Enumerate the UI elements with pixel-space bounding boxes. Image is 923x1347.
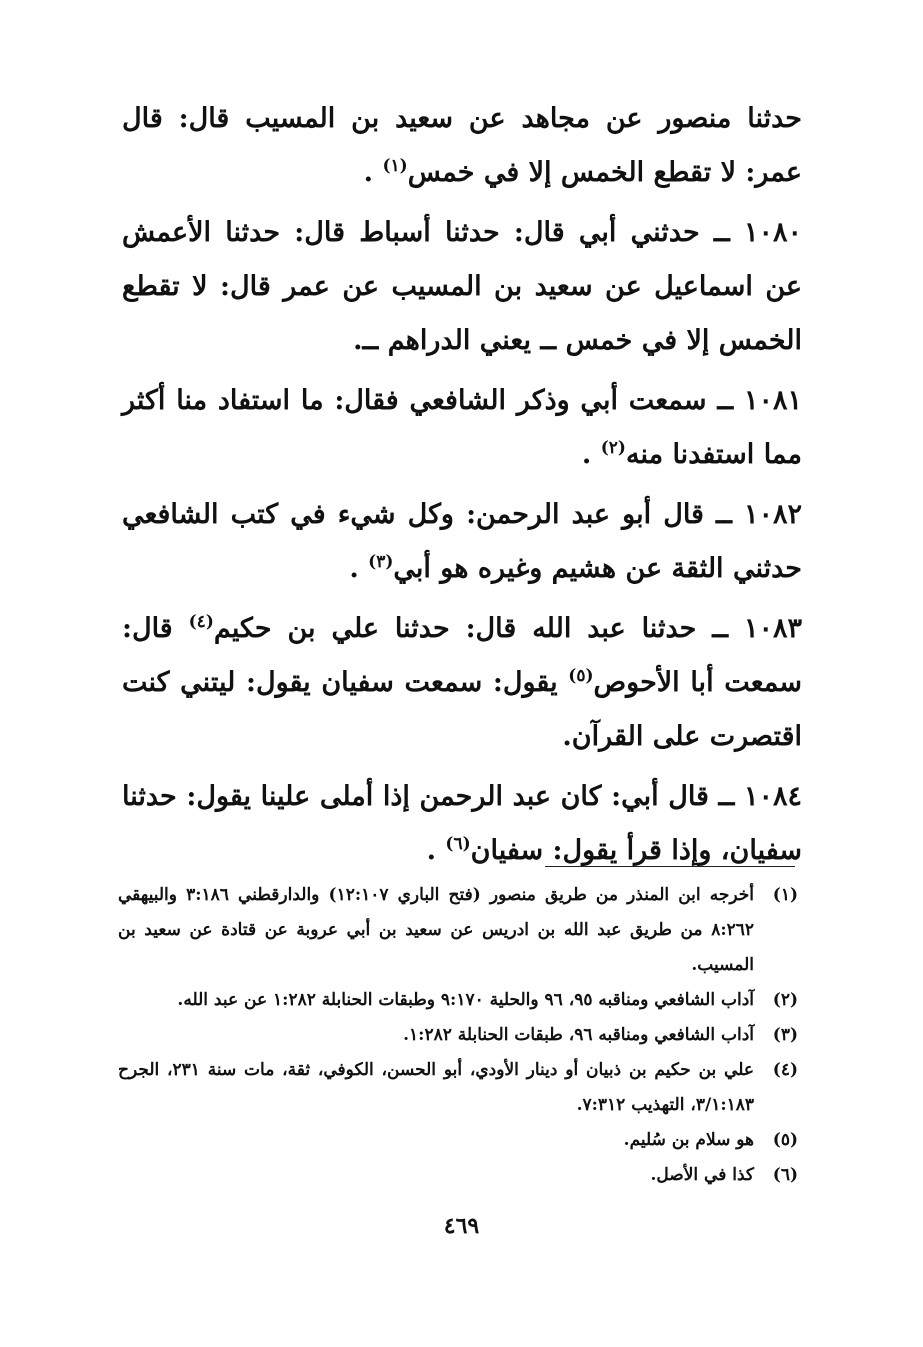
footnote-mark: (٦) — [772, 1165, 798, 1185]
paragraph-end: . — [363, 157, 374, 188]
footnote-text: كذا في الأصل. — [650, 1165, 754, 1185]
footnote-divider — [545, 866, 795, 867]
footnote-item — [118, 1053, 798, 1123]
paragraph-1084 — [122, 770, 802, 878]
paragraph-end: . — [426, 835, 436, 866]
paragraph-text: ١٠٨٢ ــ قال أبو عبد الرحمن: وكل شيء في كتب الشافعي حدثني الثقة عن هشيم وغيره هو أبي — [122, 499, 802, 584]
footnote-text: هو سلام بن سُليم. — [623, 1130, 754, 1150]
paragraph-text: يقول: سمعت سفيان يقول: ليتني كنت اقتصرت على القرآن. — [122, 667, 802, 752]
footnote-mark: (٣) — [772, 1025, 798, 1045]
paragraph-continuation — [122, 92, 802, 200]
footnote-ref[interactable]: (٣) — [368, 552, 394, 572]
paragraph-text: حدثنا منصور عن مجاهد عن سعيد بن المسيب قال: قال عمر: لا تقطع الخمس إلا في خمس — [122, 103, 802, 188]
footnote-text: أخرجه ابن المنذر من طريق منصور (فتح الباري ١٢:١٠٧) والدارقطني ٣:١٨٦ والبيهقي ٨:٢٦٢ من طريق عبد الله بن ادريس عن سعيد بن أبي عروبة عن قتادة عن سعيد بن المسيب. — [118, 885, 754, 975]
paragraph-1080 — [122, 206, 802, 368]
footnote-text: علي بن حكيم بن ذبيان أو دينار الأودي، أبو الحسن، الكوفي، ثقة، مات سنة ٢٣١، الجرح ٣/١:١٨٣، التهذيب ٧:٣١٢. — [118, 1060, 754, 1115]
footnote-ref[interactable]: (٦) — [445, 834, 471, 854]
footnote-item — [118, 1123, 798, 1158]
footnote-item — [118, 1158, 798, 1193]
footnote-item — [118, 1018, 798, 1053]
main-text — [122, 92, 802, 884]
paragraph-text: ١٠٨١ ــ سمعت أبي وذكر الشافعي فقال: ما استفاد منا أكثر مما استفدنا منه — [122, 385, 802, 470]
footnote-ref[interactable]: (٤) — [188, 612, 214, 632]
paragraph-end: . — [581, 439, 592, 470]
footnote-text: آداب الشافعي ومناقبه ٩٥، ٩٦ والحلية ٩:١٧٠ وطبقات الحنابلة ١:٢٨٢ عن عبد الله. — [177, 990, 754, 1010]
paragraph-1081 — [122, 374, 802, 482]
paragraph-text: قال: سمعت أبا الأحوص — [122, 613, 802, 698]
footnote-item — [118, 878, 798, 983]
paragraph-end: . — [349, 553, 359, 584]
paragraph-text: ١٠٨٣ ــ حدثنا عبد الله قال: حدثنا علي بن حكيم — [213, 613, 802, 644]
footnote-mark: (١) — [772, 885, 798, 905]
footnote-ref[interactable]: (١) — [382, 156, 408, 176]
page-number: ٤٦٩ — [443, 1213, 480, 1239]
footnote-text: آداب الشافعي ومناقبه ٩٦، طبقات الحنابلة ١:٢٨٢. — [403, 1025, 754, 1045]
footnote-item — [118, 983, 798, 1018]
footnote-ref[interactable]: (٥) — [568, 666, 594, 686]
paragraph-1083 — [122, 602, 802, 764]
paragraph-text: ١٠٨٤ ــ قال أبي: كان عبد الرحمن إذا أملى علينا يقول: حدثنا سفيان، وإذا قرأ يقول: سفيان — [122, 781, 802, 866]
footnote-mark: (٢) — [772, 990, 798, 1010]
footnote-mark: (٥) — [772, 1130, 798, 1150]
footnote-ref[interactable]: (٢) — [600, 438, 626, 458]
footnote-mark: (٤) — [772, 1060, 798, 1080]
paragraph-1082 — [122, 488, 802, 596]
paragraph-text: ١٠٨٠ ــ حدثني أبي قال: حدثنا أسباط قال: حدثنا الأعمش عن اسماعيل عن سعيد بن المسيب عن عمر قال: لا تقطع الخمس إلا في خمس ــ يعني الدراهم ــ. — [122, 217, 802, 356]
footnotes — [118, 878, 798, 1193]
